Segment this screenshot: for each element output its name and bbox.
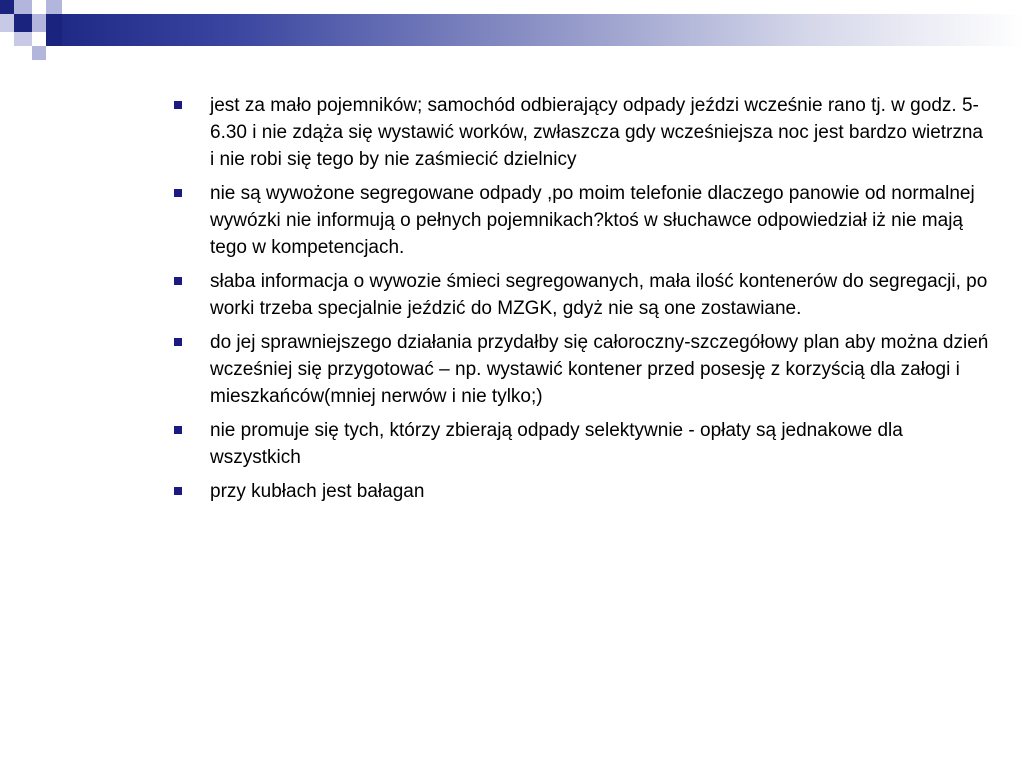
decor-square: [0, 14, 14, 32]
bullet-text: nie promuje się tych, którzy zbierają odpady selektywnie - opłaty są jednakowe dla wszystkich: [210, 420, 903, 468]
square-bullet-icon: [174, 338, 182, 346]
bullet-text: do jej sprawniejszego działania przydałby się całoroczny-szczegółowy plan aby można dzień wcześniej się przygotować – np. wystawić kontener przed posesję z korzyścią dla załogi i mieszkańców(mniej nerwów i nie tylko;): [210, 332, 989, 407]
bullet-item: [172, 478, 992, 505]
square-bullet-icon: [174, 426, 182, 434]
header-gradient-bar: [62, 14, 1024, 46]
bullet-text: nie są wywożone segregowane odpady ,po moim telefonie dlaczego panowie od normalnej wywózki nie informują o pełnych pojemnikach?ktoś w słuchawce odpowiedział iż nie mają tego w kompetencjach.: [210, 183, 975, 258]
decor-square: [46, 0, 62, 14]
decor-square: [32, 46, 46, 60]
square-bullet-icon: [174, 487, 182, 495]
decor-square: [14, 14, 32, 32]
decor-square: [0, 0, 14, 14]
decor-square: [32, 0, 46, 14]
bullet-text: jest za mało pojemników; samochód odbierający odpady jeździ wcześnie rano tj. w godz. 5-6.30 i nie zdąża się wystawić worków, zwłaszcza gdy wcześniejsza noc jest bardzo wietrzna i nie robi się tego by nie zaśmiecić dzielnicy: [210, 95, 983, 170]
bullet-text: przy kubłach jest bałagan: [210, 481, 425, 502]
bullet-list: [172, 92, 992, 505]
bullet-item: [172, 329, 992, 410]
decor-square: [32, 14, 46, 32]
bullet-item: [172, 180, 992, 261]
square-bullet-icon: [174, 189, 182, 197]
decor-square: [32, 32, 46, 46]
square-bullet-icon: [174, 277, 182, 285]
bullet-item: [172, 92, 992, 173]
square-bullet-icon: [174, 101, 182, 109]
slide-body: [172, 92, 992, 512]
bullet-text: słaba informacja o wywozie śmieci segregowanych, mała ilość kontenerów do segregacji, po worki trzeba specjalnie jeździć do MZGK, gdyż nie są one zostawiane.: [210, 271, 988, 319]
decor-square: [14, 0, 32, 14]
bullet-item: [172, 417, 992, 471]
bullet-item: [172, 268, 992, 322]
decor-square: [46, 14, 62, 46]
decor-square: [14, 32, 32, 46]
